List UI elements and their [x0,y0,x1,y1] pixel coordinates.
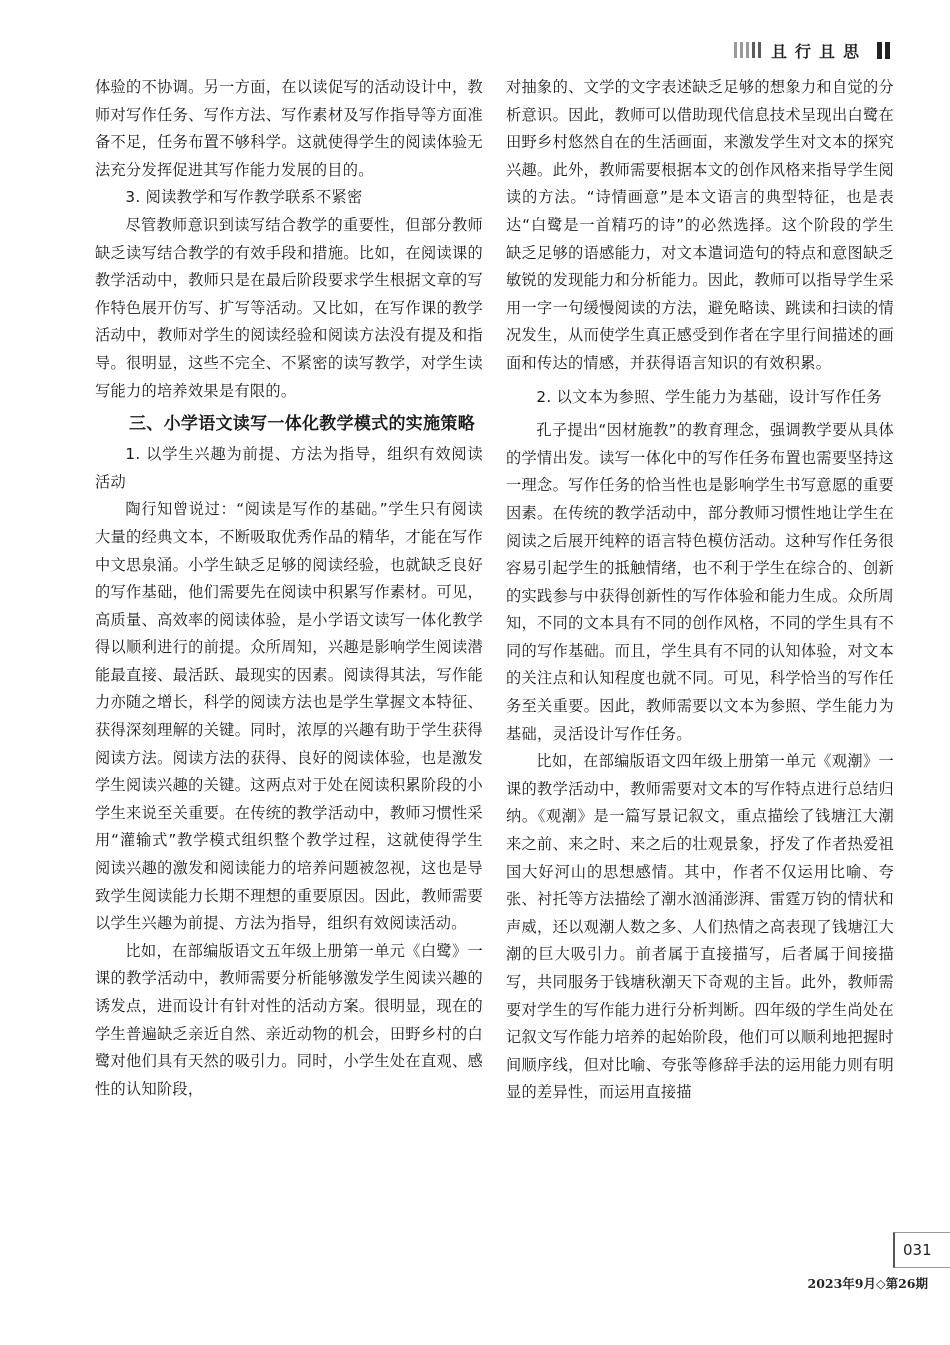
subsection-heading: 1. 以学生兴趣为前提、方法为指导，组织有效阅读活动 [95,445,483,491]
paragraph: 孔子提出“因材施教”的教育理念，强调教学要从具体的学情出发。读写一体化中的写作任务布置也需要坚持这一理念。写作任务的恰当性也是影响学生书写意愿的重要因素。在传统的教学活动中，部分教师习惯性地让学生在阅读之后展开纯粹的语言特色模仿活动。这种写作任务很容易引起学生的抵触情绪，也不利于学生在综合的、创新的实践参与中获得创新性的写作体验和能力生成。众所周知，不同的文本具有不同的创作风格，不同的学生具有不同的写作基础。而且，学生具有不同的认知体验，对文本的关注点和认知程度也就不同。可见，科学恰当的写作任务至关重要。因此，教师需要以文本为参照、学生能力为基础，灵活设计写作任务。 [506,421,894,743]
running-header [734,36,890,64]
subsection-heading: 2. 以文本为参照、学生能力为基础，设计写作任务 [536,387,882,406]
paragraph: 尽管教师意识到读写结合教学的重要性，但部分教师缺乏读写结合教学的有效手段和措施。比如，在阅读课的教学活动中，教师只是在最后阶段要求学生根据文章的写作特色展开仿写、扩写等活动。又比如，在写作课的教学活动中，教师对学生的阅读经验和阅读方法没有提及和指导。很明显，这些不完全、不紧密的读写教学，对学生读写能力的培养效果是有限的。 [95,215,483,400]
page-number: 031 [893,1232,950,1268]
paragraph: 比如，在部编版语文五年级上册第一单元《白鹭》一课的教学活动中，教师需要分析能够激发学生阅读兴趣的诱发点，进而设计有针对性的活动方案。很明显，现在的学生普遍缺乏亲近自然、亲近动物的机会，田野乡村的白鹭对他们具有天然的吸引力。同时，小学生处在直观、感性的认知阶段， [95,941,483,1098]
header-decoration-left [734,42,761,58]
paragraph: 对抽象的、文学的文字表述缺乏足够的想象力和自觉的分析意识。因此，教师可以借助现代信息技术呈现出白鹭在田野乡村悠然自在的生活画面，来激发学生对文本的探究兴趣。此外，教师需要根据本文的创作风格来指导学生阅读的方法。“诗情画意”是本文语言的典型特征，也是表达“白鹭是一首精巧的诗”的必然选择。这个阶段的学生缺乏足够的语感能力，对文本遣词造句的特点和意图缺乏敏锐的发现能力和分析能力。因此，教师可以指导学生采用一字一句缓慢阅读的方法，避免略读、跳读和扫读的情况发生，从而使学生真正感受到作者在字里行间描述的画面和传达的情感，并获得语言知识的有效积累。 [506,78,894,372]
section-title: 且行且思 [770,41,867,61]
header-decoration-right [877,42,890,59]
section-heading: 三、小学语文读写一体化教学模式的实施策略 [129,414,475,435]
paragraph: 陶行知曾说过：“阅读是写作的基础。”学生只有阅读大量的经典文本，不断吸取优秀作品的精华，才能在写作中文思泉涌。小学生缺乏足够的阅读经验，也就缺乏良好的写作基础，他们需要先在阅读中积累写作素材。可见，高质量、高效率的阅读体验，是小学语文读写一体化教学得以顺利进行的前提。众所周知，兴趣是影响学生阅读潜能最直接、最活跃、最现实的因素。阅读得其法，写作能力亦随之增长，科学的阅读方法也是学生掌握文本特征、获得深刻理解的关键。同时，浓厚的兴趣有助于学生获得阅读方法。阅读方法的获得、良好的阅读体验，也是激发学生阅读兴趣的关键。这两点对于处在阅读积累阶段的小学生来说至关重要。在传统的教学活动中，教师习惯性采用“灌输式”教学模式组织整个教学过程，这就使得学生阅读兴趣的激发和阅读能力的培养问题被忽视，这也是导致学生阅读能力长期不理想的重要原因。因此，教师需要以学生兴趣为前提、方法为指导，组织有效阅读活动。 [95,500,483,933]
subsection-heading: 3. 阅读教学和写作教学联系不紧密 [125,188,363,207]
issue-label: 2023年9月◇第26期 [807,1276,928,1291]
paragraph: 比如，在部编版语文四年级上册第一单元《观潮》一课的教学活动中，教师需要对文本的写作特点进行总结归纳。《观潮》是一篇写景记叙文，重点描绘了钱塘江大潮来之前、来之时、来之后的壮观景象，抒发了作者热爱祖国大好河山的思想感情。其中，作者不仅运用比喻、夸张、衬托等方法描绘了潮水汹涌澎湃、雷霆万钧的情状和声威，还以观潮人数之多、人们热情之高表现了钱塘江大潮的巨大吸引力。前者属于直接描写，后者属于间接描写，共同服务于钱塘秋潮天下奇观的主旨。此外，教师需要对学生的写作能力进行分析判断。四年级的学生尚处在记叙文写作能力培养的起始阶段，他们可以顺利地把握时间顺序线，但对比喻、夸张等修辞手法的运用能力则有明显的差异性，而运用直接描 [506,752,894,1102]
left-column [95,74,483,1103]
right-column [506,74,894,1107]
paragraph: 体验的不协调。另一方面，在以读促写的活动设计中，教师对写作任务、写作方法、写作素材及写作指导等方面准备不足，任务布置不够科学。这就使得学生的阅读体验无法充分发挥促进其写作能力发展的目的。 [95,78,483,179]
